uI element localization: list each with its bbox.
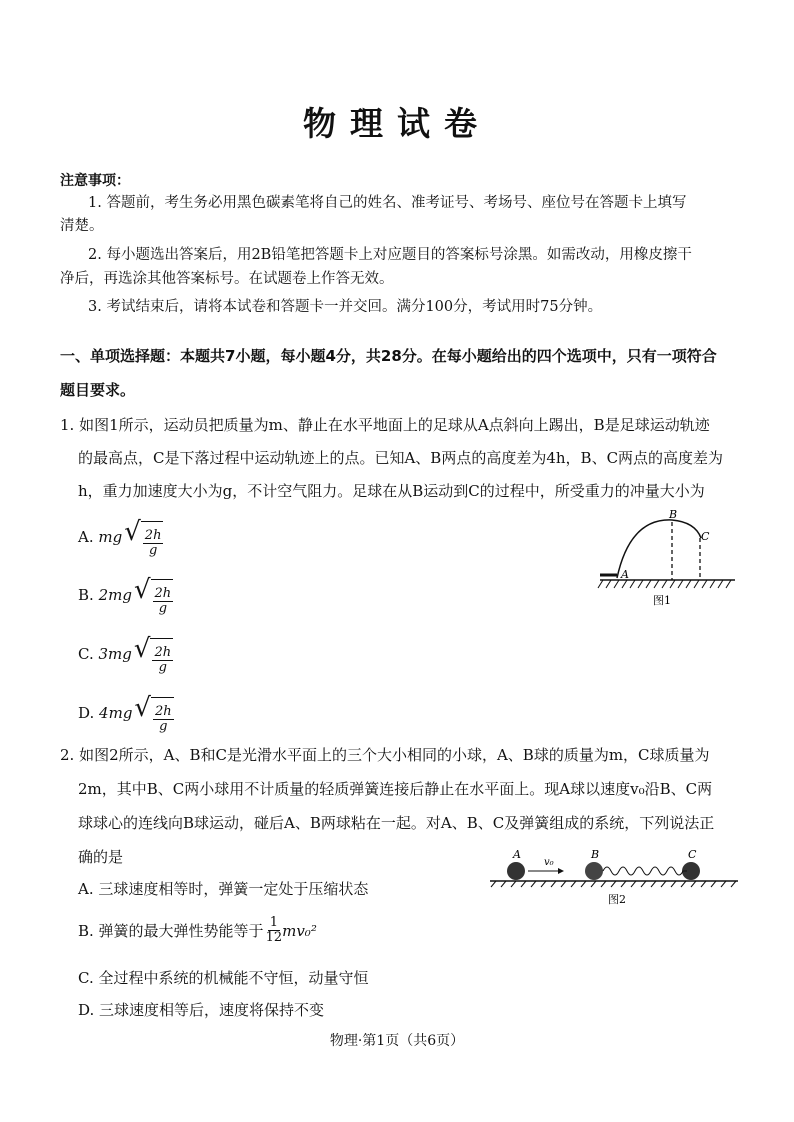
option-text: C. 全过程中系统的机械能不守恒，动量守恒	[78, 969, 369, 987]
option-label: C.	[78, 644, 94, 663]
page-title: 物理试卷	[303, 104, 491, 143]
notice-item-2-cont: 净后，再选涂其他答案标号。在试题卷上作答无效。	[60, 271, 394, 287]
section-heading: 一、单项选择题：本题共7小题，每小题4分，共28分。在每小题给出的四个选项中，只有一项符合	[60, 347, 717, 365]
option-coef: 3mg	[98, 644, 132, 663]
option-label: A.	[78, 527, 94, 546]
page-footer: 物理·第1页（共6页）	[329, 1033, 465, 1049]
section-heading-cont: 题目要求。	[60, 381, 136, 399]
option-label: B.	[78, 585, 94, 604]
q1-option-d[interactable]	[78, 691, 174, 734]
fraction-denominator: 12	[265, 930, 283, 945]
question-2-line-1: 2. 如图2所示，A、B和C是光滑水平面上的三个大小相同的小球，A、B球的质量为m，C球质量为	[60, 746, 710, 764]
notice-heading: 注意事项：	[60, 173, 130, 189]
question-2-line-4: 确的是	[78, 848, 124, 866]
sqrt-numerator: 2h	[154, 645, 172, 660]
fig1-label-b: B	[669, 508, 678, 521]
figure-1-trajectory	[595, 508, 740, 633]
question-1-line-3: h，重力加速度大小为g，不计空气阻力。足球在从B运动到C的过程中，所受重力的冲量大小为	[78, 482, 705, 500]
option-coef: mg	[98, 527, 123, 546]
fig1-label-c: C	[701, 530, 710, 543]
option-coef: 4mg	[99, 703, 133, 722]
q2-option-c[interactable]	[78, 966, 368, 990]
question-2-line-3: 球球心的连线向B球运动，碰后A、B两球粘在一起。对A、B、C及弹簧组成的系统，下列说法正	[78, 814, 715, 832]
sqrt-expression: √ $\frac{2h}{g}$	[133, 575, 172, 616]
fig2-label-a: A	[513, 848, 521, 861]
notice-item-1: 1. 答题前，考生务必用黑色碳素笔将自己的姓名、准考证号、考场号、座位号在答题卡上填写	[88, 195, 687, 211]
notice-item-1-cont: 清楚。	[60, 218, 104, 234]
q1-option-a[interactable]	[78, 515, 163, 558]
option-coef: 2mg	[98, 585, 132, 604]
figure-2-caption: 图2	[608, 893, 626, 906]
q1-option-c[interactable]	[78, 632, 173, 675]
question-1-line-1: 1. 如图1所示，运动员把质量为m、静止在水平地面上的足球从A点斜向上踢出，B是足球运动轨迹	[60, 416, 710, 434]
fig2-label-c: C	[688, 848, 697, 861]
q2-option-a[interactable]	[78, 877, 368, 901]
sqrt-expression: √ $\frac{2h}{g}$	[134, 693, 172, 734]
option-formula: mv₀²	[282, 921, 317, 940]
sqrt-expression: √ $\frac{2h}{g}$	[124, 517, 162, 558]
notice-item-3: 3. 考试结束后，请将本试卷和答题卡一并交回。满分100分，考试用时75分钟。	[88, 299, 603, 315]
q2-option-d[interactable]	[78, 998, 324, 1022]
sqrt-numerator: 2h	[155, 704, 172, 719]
notice-item-2: 2. 每小题选出答案后，用2B铅笔把答题卡上对应题目的答案标号涂黑。如需改动，用橡皮擦干	[88, 247, 692, 263]
sqrt-denominator: g	[158, 601, 168, 616]
fraction	[266, 916, 283, 945]
fig2-label-v0: v₀	[544, 857, 554, 868]
question-2-line-2: 2m，其中B、C两小球用不计质量的轻质弹簧连接后静止在水平面上。现A球以速度v₀沿B、C两	[78, 780, 713, 798]
option-text: A. 三球速度相等时，弹簧一定处于压缩状态	[78, 880, 369, 898]
option-label: D.	[78, 703, 95, 722]
q2-option-b[interactable]	[78, 916, 317, 945]
fig2-label-b: B	[591, 848, 600, 861]
figure-1-caption: 图1	[653, 594, 671, 607]
sqrt-numerator: 2h	[144, 528, 162, 543]
sqrt-denominator: g	[158, 660, 167, 675]
fraction-numerator: 1	[269, 915, 278, 930]
sqrt-denominator: g	[159, 719, 168, 734]
question-1-line-2: 的最高点，C是下落过程中运动轨迹上的点。已知A、B两点的高度差为4h，B、C两点的高度差为	[78, 449, 724, 467]
option-text: D. 三球速度相等后，速度将保持不变	[78, 1001, 325, 1019]
fig1-label-a: A	[621, 568, 629, 581]
sqrt-numerator: 2h	[154, 586, 172, 601]
sqrt-expression: √ $\frac{2h}{g}$	[133, 634, 172, 675]
q1-option-b[interactable]	[78, 573, 173, 616]
option-text: B. 弹簧的最大弹性势能等于	[78, 921, 264, 940]
figure-2-balls-spring	[488, 845, 740, 907]
sqrt-denominator: g	[148, 543, 158, 558]
